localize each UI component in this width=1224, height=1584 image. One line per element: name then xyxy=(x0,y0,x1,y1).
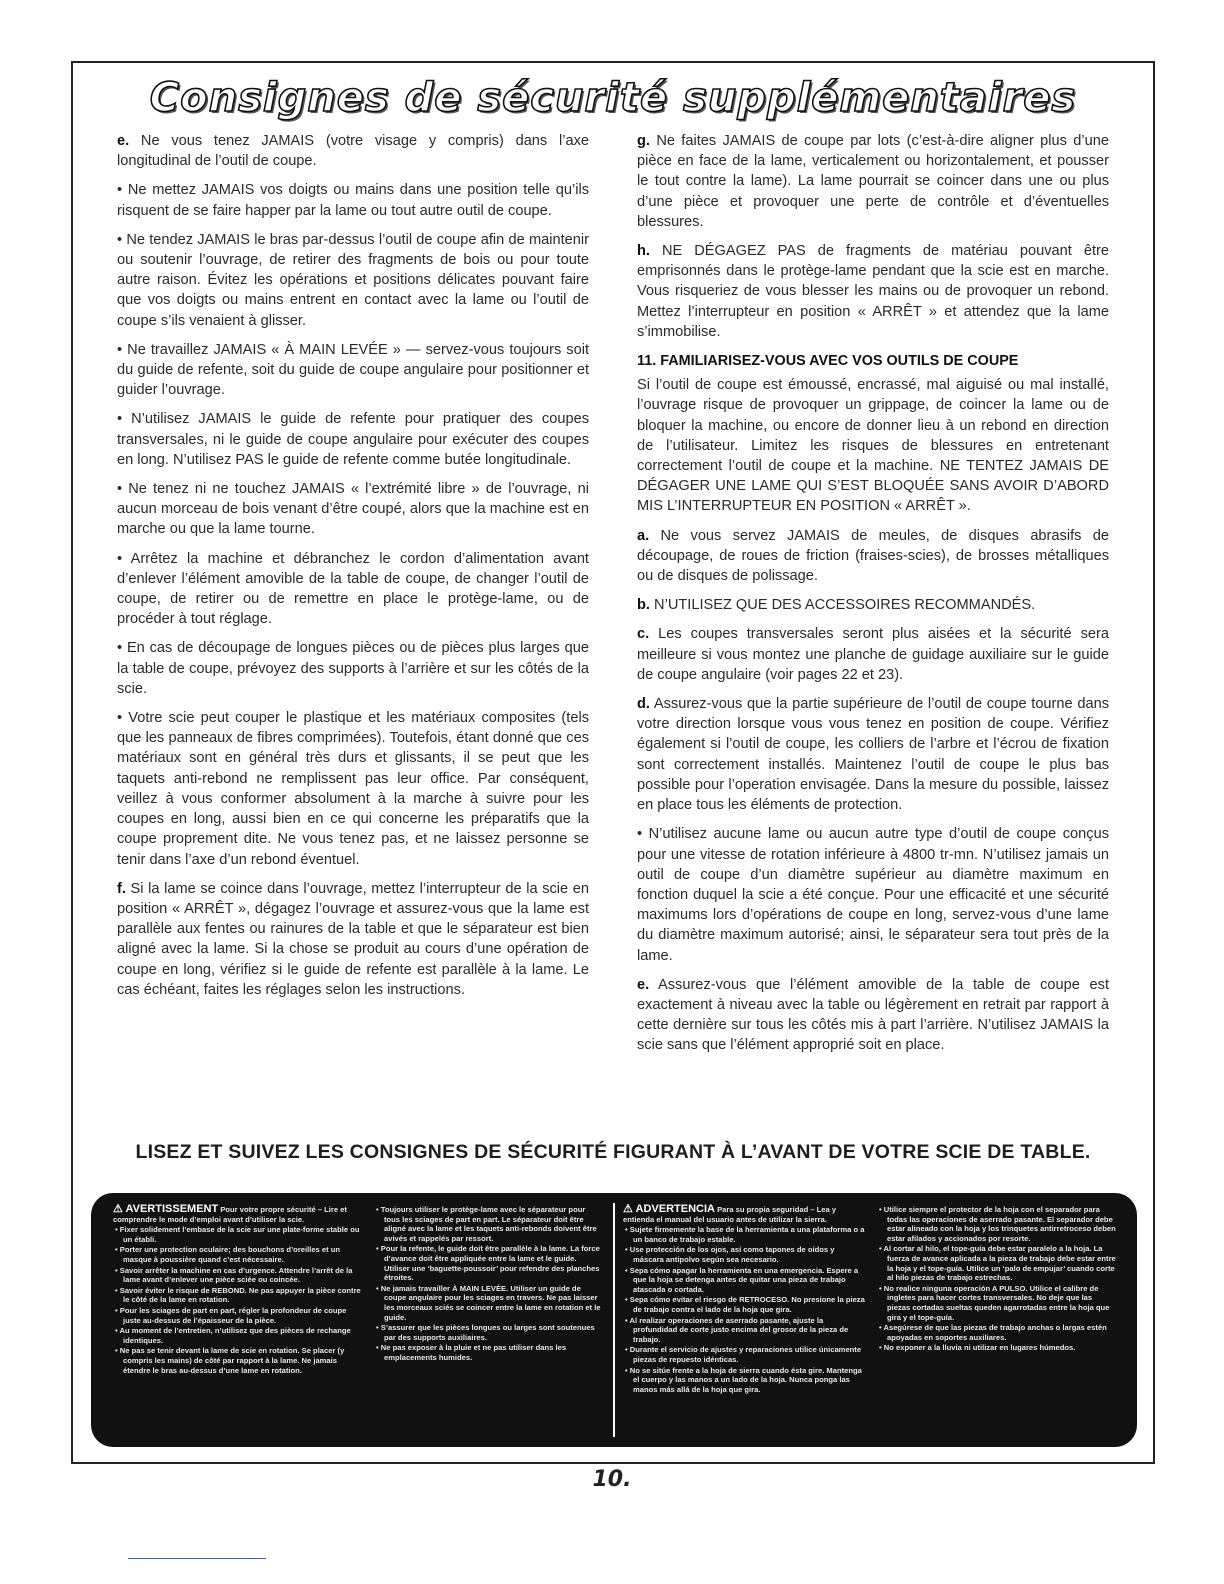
paragraph xyxy=(117,409,589,470)
warning-bullet: • Ne pas exposer à la pluie et ne pas utiliser dans les emplacements humides. xyxy=(376,1343,567,1362)
warning-bullet: • Toujours utiliser le protège-lame avec le séparateur pour tous les sciages de part en part. Le séparateur doit être aligné avec la lame et les taquets anti-rebonds doivent être avivés et rappelés par ressort. xyxy=(376,1205,597,1243)
item-letter: b. xyxy=(637,597,650,614)
warning-title: ⚠ AVERTISSEMENT xyxy=(113,1203,219,1215)
warning-spanish-column-2 xyxy=(877,1205,1117,1354)
paragraph-text: • N’utilisez JAMAIS le guide de refente pour pratiquer des coupes transversales, ni le guide de coupe angulaire pour exécuter des coupes en long. N’utilisez PAS le guide de refente comme butée longitudinale. xyxy=(117,411,589,468)
warning-bullet: • Sujete firmemente la base de la herramienta a una plataforma o a un banco de trabajo estable. xyxy=(625,1225,865,1244)
warning-label-box xyxy=(91,1193,1137,1447)
warning-bullet: • S’assurer que les pièces longues ou larges sont soutenues par des supports auxiliaires. xyxy=(376,1323,595,1342)
paragraph-text: Ne vous tenez JAMAIS (votre visage y compris) dans l’axe longitudinal de l’outil de coupe. xyxy=(117,133,589,170)
warning-bullet: • Pour la refente, le guide doit être parallèle à la lame. La force d’avance doit être appliquée entre la lame et le guide. Utiliser une ‘baguette-poussoir’ pour refendre des planches étroites. xyxy=(376,1244,600,1283)
paragraph xyxy=(637,131,1109,232)
warning-intro: Pour votre propre sécurité – Lire et comprendre le mode d’emploi avant d’utiliser la scie. xyxy=(113,1205,347,1224)
page-title: Consignes de sécurité supplémentaires xyxy=(149,75,1077,121)
paragraph-text: Ne vous servez JAMAIS de meules, de disques abrasifs de découpage, de roues de friction (fraises-scies), de brosses métalliques ou de disques de polissage. xyxy=(637,527,1109,585)
warning-bullet: • Pour les sciages de part en part, régler la profondeur de coupe juste au-dessus de l’épaisseur de la pièce. xyxy=(115,1305,347,1325)
paragraph xyxy=(637,624,1109,685)
item-letter: e. xyxy=(637,976,650,993)
paragraph xyxy=(117,879,589,1000)
warning-bullet: • No exponer a la lluvia ni utilizar en lugares húmedos. xyxy=(879,1343,1076,1353)
paragraph xyxy=(637,824,1109,965)
paragraph-text: • Ne tenez ni ne touchez JAMAIS « l’extrémité libre » de l’ouvrage, ni aucun morceau de bois venant d’être coupé, alors que la machine est en marche ou que la lame tourne. xyxy=(117,481,589,538)
warning-bullet: • Savoir arrêter la machine en cas d’urgence. Attendre l’arrêt de la lame avant d’enlever une pièce sciée ou coincée. xyxy=(115,1265,353,1285)
warning-bullet: • Au moment de l’entretien, n’utilisez que des pièces de rechange identiques. xyxy=(115,1326,351,1345)
warning-bullet: • Utilice siempre el protector de la hoja con el separador para todas las operaciones de aserrado pasante. El separador debe estar alineado con la hoja y los trinquetes antirretroceso deben estar afilados y accionados por resorte. xyxy=(879,1205,1116,1243)
warning-bullet: • Sepa cómo apagar la herramienta en una emergencia. Espere a que la hoja se detenga antes de quitar una pieza de trabajo atascada o cortada. xyxy=(625,1265,859,1294)
paragraph-text: Les coupes transversales seront plus aisées et la sécurité sera meilleure si vous montez une planche de guidage auxiliaire sur le guide de coupe angulaire (voir pages 22 et 23). xyxy=(637,626,1109,683)
item-letter: c. xyxy=(637,626,650,643)
warning-spanish-column-1 xyxy=(623,1205,867,1395)
warning-header xyxy=(113,1205,363,1224)
item-letter: e. xyxy=(117,133,130,149)
item-letter: f. xyxy=(117,880,126,897)
warning-bullet: • Use protección de los ojos, así como tapones de oídos y máscara antipolvo según sea necesario. xyxy=(625,1245,835,1264)
footer-rule xyxy=(128,1558,266,1559)
section-heading: 11. FAMILIARISEZ-VOUS AVEC VOS OUTILS DE COUPE xyxy=(637,353,1019,370)
warning-bullet: • Al realizar operaciones de aserrado pasante, ajuste la profundidad de corte justo encima del grosor de la pieza de trabajo. xyxy=(625,1315,849,1344)
paragraph-text: Si la lame se coince dans l’ouvrage, mettez l’interrupteur de la scie en position « ARRÊT », dégagez l’ouvrage et assurez-vous que la lame est parallèle aux fentes ou rainures de la table et que le séparateur est bien aligné avec la lame. Si la chose se produit au cours d’une opération de coupe en long, vérifiez si le guide de refente est parallèle à la lame. Le cas échéant, faites les réglages selon les instructions. xyxy=(117,880,589,998)
paragraph xyxy=(117,230,589,331)
warning-header xyxy=(623,1205,867,1224)
paragraph xyxy=(637,975,1109,1056)
paragraph-text: • Ne mettez JAMAIS vos doigts ou mains dans une position telle qu’ils risquent de se faire happer par la lame ou tout autre outil de coupe. xyxy=(117,182,589,219)
paragraph xyxy=(117,180,589,220)
warning-intro: Para su propia seguridad – Lea y entienda el manual del usuario antes de utilizar la sierra. xyxy=(623,1205,837,1224)
item-letter: h. xyxy=(637,243,650,260)
page-number: 10. xyxy=(592,1467,632,1492)
warning-bullet: • Savoir éviter le risque de REBOND. Ne pas appuyer la pièce contre le côté de la lame en rotation. xyxy=(115,1285,361,1305)
warning-bullet: • Fixer solidement l’embase de la scie sur une plate-forme stable ou un établi. xyxy=(115,1225,360,1244)
item-letter: g. xyxy=(637,133,650,149)
paragraph xyxy=(117,340,589,401)
paragraph xyxy=(117,549,589,630)
warning-bullet: • Durante el servicio de ajustes y reparaciones utilice únicamente piezas de repuesto idénticas. xyxy=(625,1345,862,1364)
paragraph-text: • Ne travaillez JAMAIS « À MAIN LEVÉE » — servez-vous toujours soit du guide de refente, soit du guide de coupe angulaire pour positionner et guider l’ouvrage. xyxy=(117,341,589,399)
warning-bullet: • Sepa cómo evitar el riesgo de RETROCESO. No presione la pieza de trabajo contra el lado de la hoja que gira. xyxy=(625,1295,865,1314)
paragraph xyxy=(637,241,1109,342)
paragraph xyxy=(117,131,589,171)
warning-french-column-1 xyxy=(113,1205,363,1376)
item-letter: d. xyxy=(637,696,650,713)
warning-bullet: • Al cortar al hilo, el tope-guía debe estar paralelo a la hoja. La fuerza de avance aplicada a la pieza de trabajo debe estar entre la hoja y el tope-guía. Utilice un ‘palo de empujar’ cuando corte al hilo piezas de trabajo estrechas. xyxy=(879,1244,1116,1283)
warning-divider xyxy=(613,1203,615,1437)
paragraph-text: Assurez-vous que la partie supérieure de l’outil de coupe tourne dans votre direction lorsque vous vous tenez en position de coupe. Vérifiez également si l’outil de coupe, les colliers de l’arbre et l’écrou de fixation sont correctement installés. Maintenez l’outil de coupe le plus bas possible pour l’operation envisagée. Dans la mesure du possible, laissez en place tous les éléments de protection. xyxy=(637,696,1109,814)
paragraph xyxy=(637,595,1109,615)
left-column xyxy=(117,131,589,1009)
paragraph-text: • Votre scie peut couper le plastique et les matériaux composites (tels que les panneaux de fibres comprimées). Toutefois, étant donné que ces matériaux sont en général très durs et glissants, il se peut que les taquets anti-rebond ne remplissent pas leur office. Par conséquent, veillez à vous conformer absolument à la marche à suivre pour les coupes en long, aussi bien en ce qui concerne les préparatifs que la coupe proprement dite. Ne vous tenez pas, et ne laissez personne se tenir dans l’axe d’un rebond éventuel. xyxy=(117,710,589,868)
paragraph-text: N’UTILISEZ QUE DES ACCESSOIRES RECOMMANDÉS. xyxy=(649,597,1036,614)
paragraph-text: • Arrêtez la machine et débranchez le cordon d’alimentation avant d’enlever l’élément amovible de la table de coupe, de changer l’outil de coupe, de retirer ou de remettre en place le protège-lame, ou de procéder à tout réglage. xyxy=(117,550,589,628)
paragraph xyxy=(117,708,589,870)
warning-bullet: • Ne jamais travailler À MAIN LEVÉE. Utiliser un guide de coupe angulaire pour les sciages en travers. Ne pas laisser les morceaux sciés se coincer entre la lame en rotation et le guide. xyxy=(376,1283,601,1322)
warning-bullet: • Porter une protection oculaire; des bouchons d’oreilles et un masque à poussière quand c’est nécessaire. xyxy=(115,1245,341,1264)
paragraph xyxy=(117,638,589,699)
right-column xyxy=(637,131,1109,1065)
warning-french-column-2 xyxy=(374,1205,602,1364)
paragraph xyxy=(637,694,1109,815)
safety-banner: LISEZ ET SUIVEZ LES CONSIGNES DE SÉCURITÉ FIGURANT À L’AVANT DE VOTRE SCIE DE TABLE. xyxy=(135,1141,1091,1163)
paragraph-text: NE DÉGAGEZ PAS de fragments de matériau pouvant être emprisonnés dans le protège-lame pendant que la scie est en marche. Vous risqueriez de vous blesser les mains ou de provoquer un rebond. Mettez l’interrupteur en position « ARRÊT » et attendez que la lame s’immobilise. xyxy=(637,243,1109,340)
warning-bullet: • Ne pas se tenir devant la lame de scie en rotation. Se placer (y compris les mains) de côté par rapport à la lame. Ne jamais étendre le bras au-dessus d’une lame en rotation. xyxy=(115,1346,345,1375)
paragraph xyxy=(117,479,589,540)
paragraph-text: Si l’outil de coupe est émoussé, encrassé, mal aiguisé ou mal installé, l’ouvrage risque de provoquer un grippage, de coincer la lame ou de bloquer la machine, ou encore de donner lieu à un rebond en direction de l’utilisateur. Limitez les risques de blessures en entretenant correctement l’outil de coupe et la machine. NE TENTEZ JAMAIS DE DÉGAGER UNE LAME QUI S’EST BLOQUÉE SANS AVOIR D’ABORD MIS L’INTERRUPTEUR EN POSITION « ARRÊT ». xyxy=(637,377,1109,515)
warning-bullet: • No se sitúe frente a la hoja de sierra cuando ésta gire. Mantenga el cuerpo y las manos a un lado de la hoja. Nunca ponga las manos más allá de la hoja que gira. xyxy=(625,1365,862,1394)
warning-bullet: • No realice ninguna operación A PULSO. Utilice el calibre de ingletes para hacer cortes transversales. No deje que las piezas cortadas sueltas queden agarrotadas entre la hoja que gira y el tope-guía. xyxy=(879,1283,1110,1322)
paragraph-text: • En cas de découpage de longues pièces ou de pièces plus larges que la table de coupe, prévoyez des supports à l’arrière et sur les côtés de la scie. xyxy=(117,640,589,697)
paragraph-text: • N’utilisez aucune lame ou aucun autre type d’outil de coupe conçus pour une vitesse de rotation inférieure à 4800 tr-mn. N’utilisez jamais un outil de coupe d’un diamètre supérieur au diamètre maximum en fonction duquel la scie a été conçue. Pour une efficacité et une sécurité maximums lors d’opérations de coupe en long, servez-vous d’une lame du diamètre maximum autorisé; ainsi, le séparateur sera tout près de la lame. xyxy=(637,826,1109,964)
paragraph xyxy=(637,526,1109,587)
paragraph-text: Ne faites JAMAIS de coupe par lots (c’est-à-dire aligner plus d’une pièce en face de la lame, verticalement ou horizontalement, et pousser le tout contre la lame). La lame pourrait se coincer dans une ou plus d’une pièce et provoquer une perte de contrôle et d’éventuelles blessures. xyxy=(637,133,1109,230)
warning-bullet: • Asegúrese de que las piezas de trabajo anchas o largas estén apoyadas en soportes auxiliares. xyxy=(879,1323,1107,1342)
item-letter: a. xyxy=(637,527,650,544)
paragraph-text: • Ne tendez JAMAIS le bras par-dessus l’outil de coupe afin de maintenir ou soutenir l’ouvrage, de retirer des fragments de bois ou pour toute autre raison. Évitez les opérations et positions délicates pouvant faire que vos doigts ou mains entrent en contact avec la lame ou l’outil de coupe s’ils venaient à glisser. xyxy=(117,231,589,329)
warning-title: ⚠ ADVERTENCIA xyxy=(623,1203,715,1215)
paragraph-text: Assurez-vous que l’élément amovible de la table de coupe est exactement à niveau avec la table ou légèrement en retrait par rapport à cette dernière sur tous les côtés mis à part l’arrière. N’utilisez JAMAIS la scie sans que l’élément approprié soit en place. xyxy=(637,976,1109,1054)
paragraph xyxy=(637,375,1109,516)
page-frame xyxy=(71,61,1155,1464)
